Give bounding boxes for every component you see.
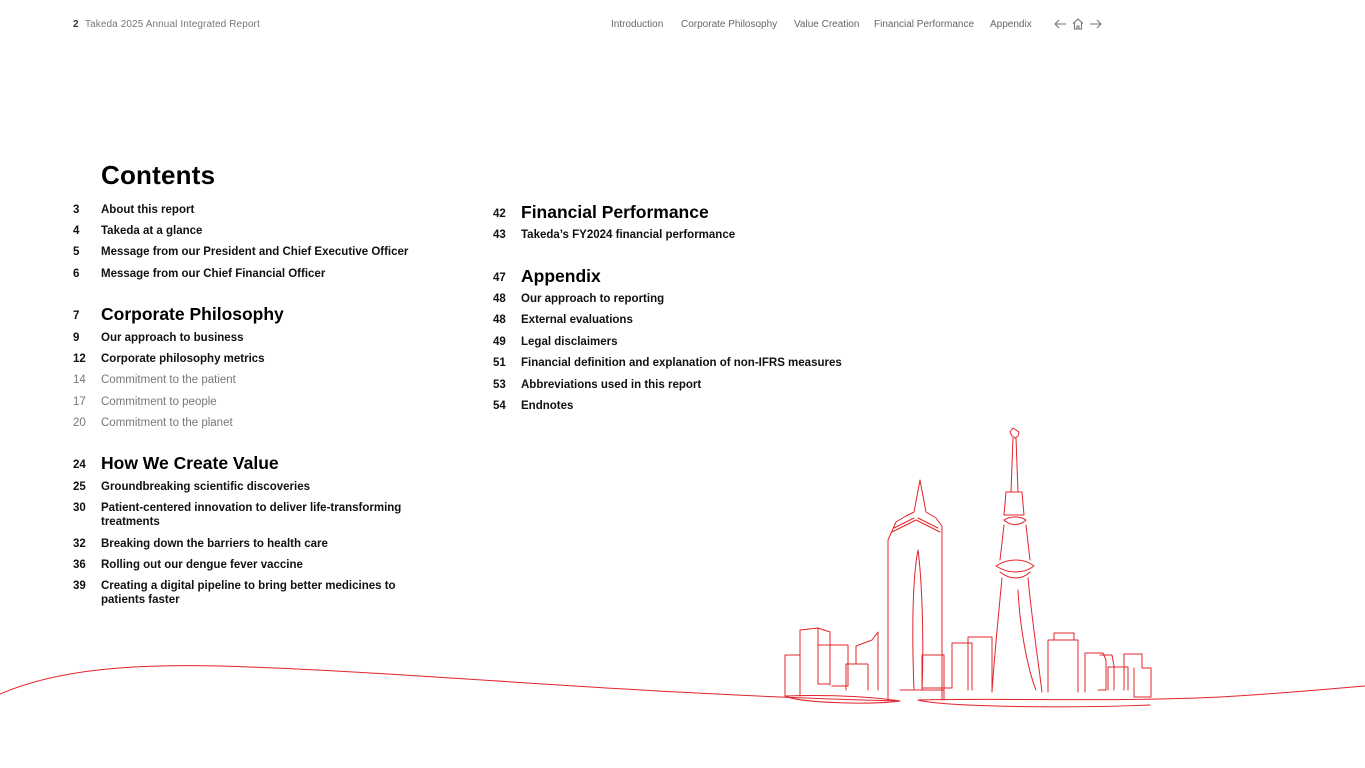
ground-wave-line (918, 686, 1365, 700)
toc-page-number: 5 (73, 246, 80, 258)
tower-outline (913, 550, 923, 690)
nav-corporate-philosophy[interactable]: Corporate Philosophy (681, 19, 778, 30)
toc-item-label: Legal disclaimers (521, 336, 618, 348)
toc-page-number: 3 (73, 204, 80, 216)
toc-item-label: External evaluations (521, 314, 633, 326)
toc-item-label: Message from our President and Chief Executive Officer (101, 246, 409, 258)
toc-item-label: Corporate philosophy metrics (101, 353, 265, 365)
building-outline (968, 637, 992, 692)
building-outline (785, 628, 830, 696)
skytree-outline (1011, 438, 1018, 492)
toc-page-number: 4 (73, 225, 80, 237)
toc-item-label-line1: Creating a digital pipeline to bring better medicines to (101, 580, 396, 592)
toc-item-label-line2: treatments (101, 516, 160, 528)
skytree-outline (1000, 525, 1030, 560)
toc-item-label: Takeda’s FY2024 financial performance (521, 229, 736, 241)
toc-item-label: About this report (101, 204, 195, 216)
toc-section-page: 24 (73, 459, 86, 471)
toc-page-number: 32 (73, 538, 86, 550)
skytree-outline (996, 560, 1034, 572)
building-outline (846, 664, 868, 690)
toc-page-number: 53 (493, 379, 506, 391)
building-outline (1085, 653, 1106, 692)
skytree-outline (1010, 428, 1019, 438)
toc-page-number: 51 (493, 357, 506, 369)
building-outline (800, 628, 830, 696)
building-outline (1100, 655, 1114, 690)
toc-page-number: 54 (493, 400, 506, 412)
skytree-outline (1000, 572, 1030, 578)
toc-section-page: 7 (73, 310, 80, 322)
nav-introduction[interactable]: Introduction (611, 19, 664, 30)
skytree-outline (992, 578, 1042, 692)
ground-wave-line (785, 695, 900, 703)
toc-item-label: Takeda at a glance (101, 225, 203, 237)
building-outline (856, 632, 878, 690)
toc-page-number: 25 (73, 481, 86, 493)
toc-item-label-line1: Patient-centered innovation to deliver life-transforming (101, 502, 402, 514)
toc-item-label: Financial definition and explanation of non-IFRS measures (521, 357, 842, 369)
arrow-right-icon[interactable] (1088, 16, 1104, 32)
building-outline (1048, 633, 1078, 692)
toc-section-title: Financial Performance (521, 202, 709, 222)
toc-item-label: Our approach to business (101, 332, 244, 344)
toc-section-page: 42 (493, 208, 506, 220)
toc-section-title: Corporate Philosophy (101, 304, 284, 324)
skytree-outline (1004, 517, 1026, 525)
toc-item-label: Commitment to people (101, 396, 217, 408)
tower-outline (894, 518, 938, 528)
nav-financial-performance[interactable]: Financial Performance (874, 19, 975, 30)
toc-item-label: Rolling out our dengue fever vaccine (101, 559, 303, 571)
home-icon[interactable] (1070, 16, 1086, 32)
arrow-left-icon[interactable] (1052, 16, 1068, 32)
nav-value-creation[interactable]: Value Creation (794, 19, 860, 30)
toc-page-number: 6 (73, 268, 80, 280)
page-number: 2 (73, 19, 79, 30)
building-outline (1124, 654, 1151, 697)
toc-page-number: 20 (73, 417, 86, 429)
header-bar (0, 0, 1365, 50)
toc-page-number: 9 (73, 332, 80, 344)
toc-page-number: 48 (493, 314, 506, 326)
toc-item-label: Commitment to the planet (101, 417, 233, 429)
toc-section-page: 47 (493, 272, 506, 284)
building-outline (922, 655, 952, 700)
building-outline (818, 645, 848, 686)
toc-page-number: 12 (73, 353, 86, 365)
toc-page-number: 48 (493, 293, 506, 305)
skytree-outline (1018, 590, 1036, 690)
tower-outline (888, 480, 942, 700)
toc-item-label: Breaking down the barriers to health care (101, 538, 328, 550)
toc-page-number: 43 (493, 229, 506, 241)
ground-wave-line (0, 666, 900, 701)
toc-section-title: How We Create Value (101, 453, 279, 473)
skytree-outline (1004, 492, 1024, 515)
toc-page-number: 14 (73, 374, 86, 386)
contents-title: Contents (101, 160, 216, 190)
toc-item-label: Groundbreaking scientific discoveries (101, 481, 310, 493)
toc-page-number: 36 (73, 559, 86, 571)
toc-section-title: Appendix (521, 266, 601, 286)
toc-item-label: Commitment to the patient (101, 374, 236, 386)
toc-item-label-line2: patients faster (101, 594, 180, 606)
toc-page-number: 39 (73, 580, 86, 592)
toc-page-number: 49 (493, 336, 506, 348)
nav-appendix[interactable]: Appendix (990, 19, 1032, 30)
toc-item-label: Endnotes (521, 400, 574, 412)
toc-item-label: Abbreviations used in this report (521, 379, 702, 391)
toc-page-number: 17 (73, 396, 86, 408)
ground-wave-line (918, 700, 1150, 707)
document-title: Takeda 2025 Annual Integrated Report (85, 19, 260, 30)
toc-page-number: 30 (73, 502, 86, 514)
toc-item-label: Our approach to reporting (521, 293, 665, 305)
building-outline (1108, 667, 1128, 690)
tower-outline (892, 520, 940, 532)
toc-item-label: Message from our Chief Financial Officer (101, 268, 326, 280)
building-outline (952, 643, 972, 690)
